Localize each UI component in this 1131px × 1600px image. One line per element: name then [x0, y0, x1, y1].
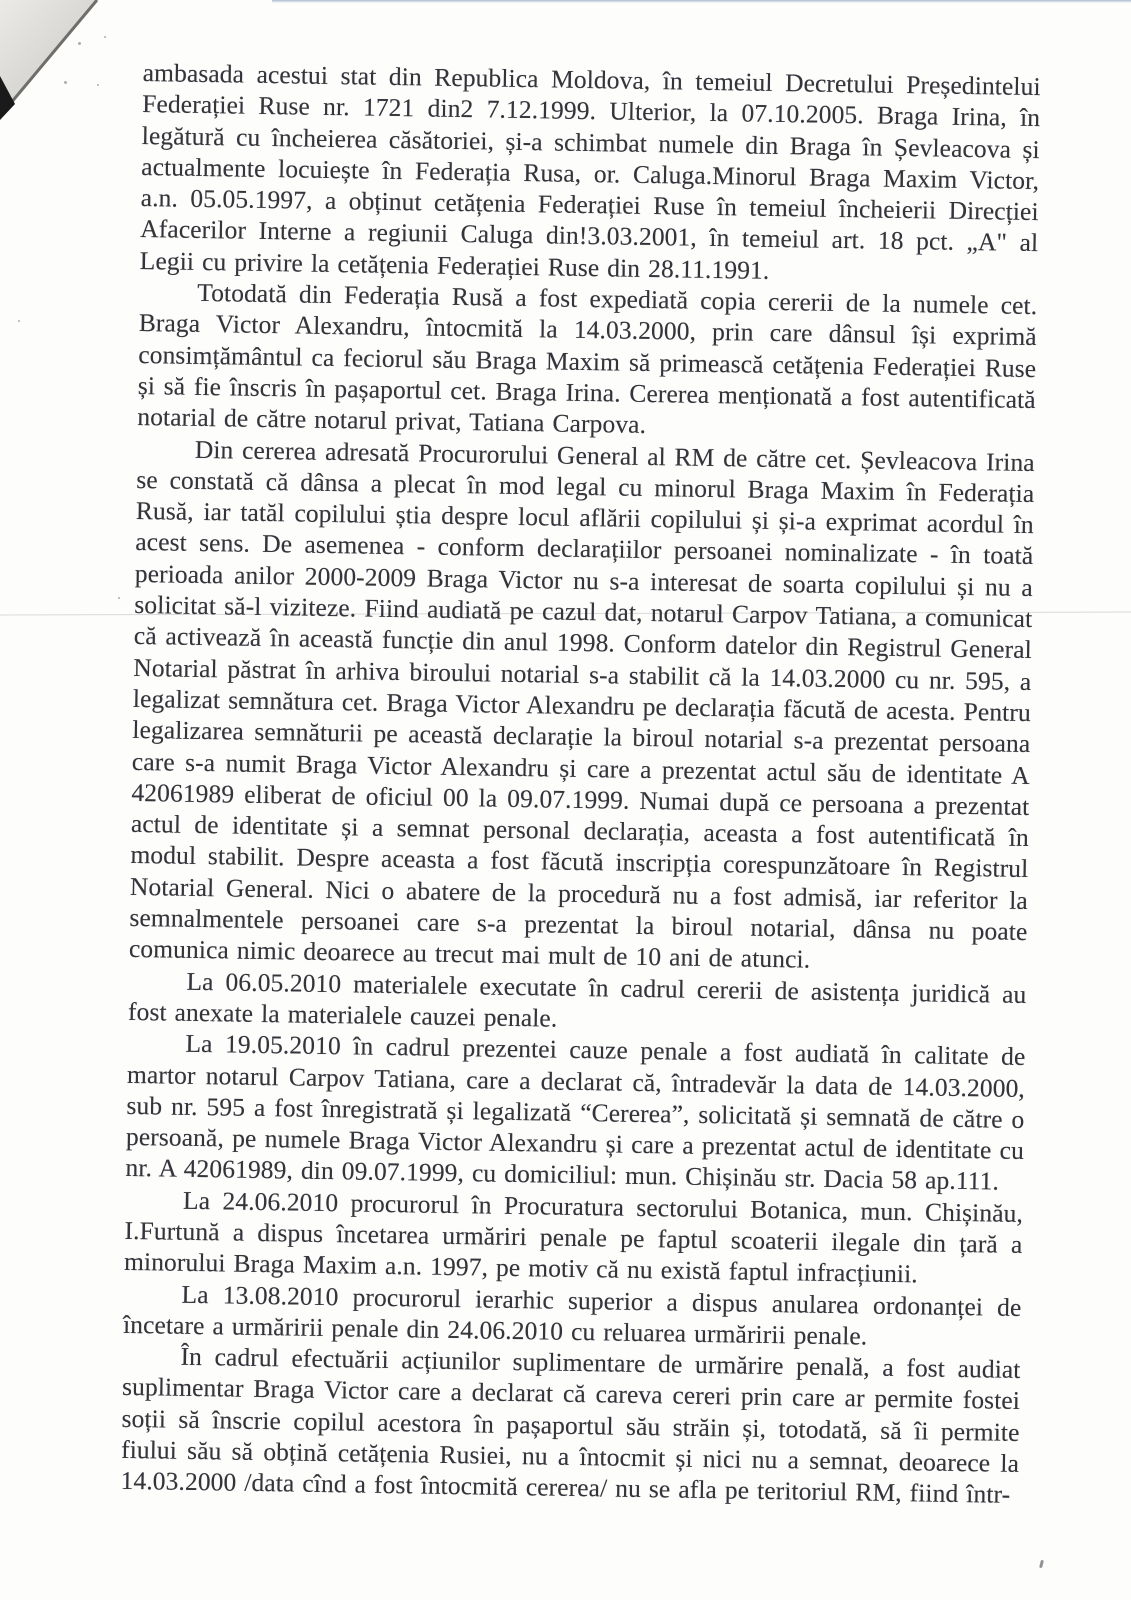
scan-speck [97, 84, 99, 86]
document-text [120, 57, 1041, 1511]
paragraph: La 24.06.2010 procurorul în Procuratura sectorului Botanica, mun. Chișinău, I.Furtună a dispus încetarea urmăriri penale pe faptul scoaterii ilegale din țară a minorului Braga Maxim a.n. 1997, pe motiv că nu există faptul infracțiunii. [123, 1185, 1024, 1289]
ink-mark [1039, 1560, 1044, 1568]
paragraph: Din cererea adresată Procurorului General al RM de către cet. Șevleacova Irina se constată că dânsa a plecat în mod legal cu minorul Braga Maxim în Federația Rusă, iar tatăl copilului știa despre locul aflării copilului și și-a exprimat acordul în acest sens. De asemenea - conform declarațiilor persoanei nominalizate - în toată perioada anilor 2000-2009 Braga Victor nu s-a interesat de soarta copilului și nu a solicitat să-l viziteze. Fiind audiată pe cazul dat, notarul Carpov Tatiana, a comunicat că activează în această funcție din anul 1998. Conform datelor din Registrul General Notarial păstrat în arhiva biroului notarial s-a stabilit că la 14.03.2000 cu nr. 595, a legalizat semnătura cet. Braga Victor Alexandru pe declarația făcută de acesta. Pentru legalizarea semnăturii pe această declarație la biroul notarial s-a prezentat persoana care s-a numit Braga Victor Alexandru și care a prezentat actul său de identitate A 42061989 eliberat de oficiul 00 la 09.07.1999. Numai după ce persoana a prezentat actul de identitate și a semnat personal declarația, aceasta a fost autentificată în modul stabilit. Despre aceasta a fost făcută inscripția corespunzătoare în Registrul Notarial General. Nici o abatere de la procedură nu a fost admisă, iar referitor la semnalmentele persoanei care s-a prezentat la biroul notarial, dânsa nu poate comunica nimic deoarece au trecut mai mult de 10 ani de atunci. [128, 434, 1035, 974]
paragraph: Totodată din Federația Rusă a fost expediată copia cererii de la numele cet. Braga Victor Alexandru, întocmită la 14.03.2000, prin care dânsul își exprimă consimțământul ca feciorul său Braga Maxim să primească cetățenia Federației Ruse și să fie înscris în pașaportul cet. Braga Irina. Cererea menționată a fost autentificată notarial de către notarul privat, Tatiana Carpova. [137, 277, 1038, 440]
paragraph: La 06.05.2010 materialele executate în cadrul cererii de asistența juridică au fost anexate la materialele cauzei penale. [127, 966, 1027, 1033]
scan-speck [64, 81, 67, 84]
scan-speck [118, 597, 120, 599]
paragraph: În cadrul efectuării acțiunilor suplimentare de urmărire penală, a fost audiat suplimentar Braga Victor care a declarat că careva cereri prin care ar permite fostei soții să înscrie copilul acestora în pașaportul său străin și, totodată, să îi permite fiului său să obțină cetățenia Rusiei, nu a întocmit și nici nu a semnat, deoarece la 14.03.2000 /data cînd a fost întocmită cererea/ nu se afla pe teritoriul RM, fiind într- [120, 1341, 1021, 1510]
top-edge-scan-line [272, 0, 1131, 3]
paragraph: La 13.08.2010 procurorul ierarhic superior a dispus anularea ordonanței de încetare a urmăririi penale din 24.06.2010 cu reluarea urmăririi penale. [122, 1279, 1022, 1351]
paragraph: ambasada acestui stat din Republica Moldova, în temeiul Decretului Președintelui Federației Ruse nr. 1721 din2 7.12.1999. Ulterior, la 07.10.2005. Braga Irina, în legătură cu încheierea căsătoriei, și-a schimbat numele din Braga în Șevleacova și actualmente locuiește în Federația Rusa, or. Caluga.Minorul Braga Maxim Victor, a.n. 05.05.1997, a obținut cetățenia Federației Ruse în temeiul încheierii Direcției Afacerilor Interne a regiunii Caluga din!3.03.2001, în temeiul art. 18 pct. „A" al Legii cu privire la cetățenia Federației Ruse din 28.11.1991. [139, 57, 1041, 285]
scan-speck [104, 36, 106, 38]
page-corner-fold-artifact [0, 0, 130, 140]
scan-speck [18, 320, 20, 322]
scan-speck [78, 42, 81, 45]
paragraph: La 19.05.2010 în cadrul prezentei cauze penale a fost audiată în calitate de martor notarul Carpov Tatiana, care a declarat că, întradevăr la data de 14.03.2000, sub nr. 595 a fost înregistrată și legalizată “Cererea”, solicitată și semnată de către o persoană, pe numele Braga Victor Alexandru și care a prezentat actul de identitate cu nr. A 42061989, din 09.07.1999, cu domiciliul: mun. Chișinău str. Dacia 58 ap.111. [125, 1028, 1026, 1196]
